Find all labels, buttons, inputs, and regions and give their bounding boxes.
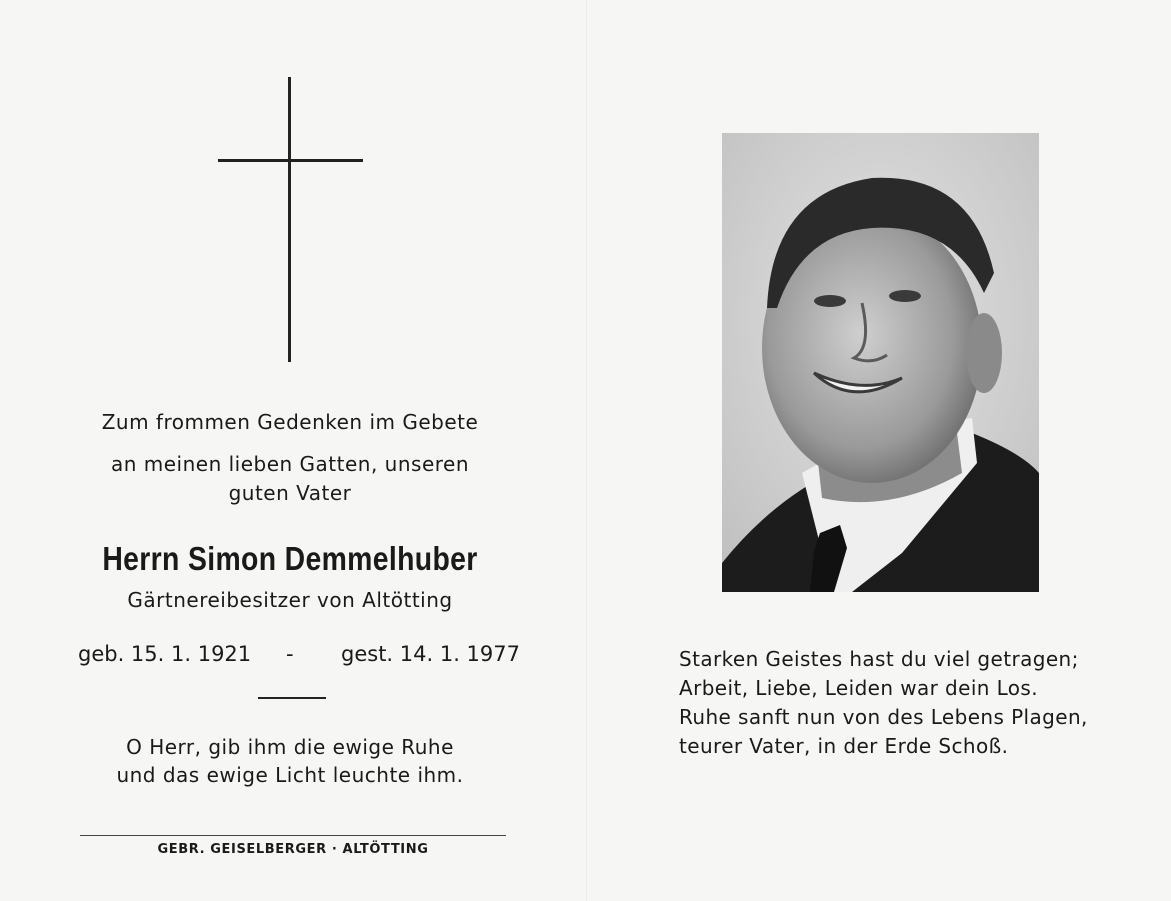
date-separator: - — [286, 642, 294, 666]
poem-line-3: Ruhe sanft nun von des Lebens Plagen, — [679, 705, 1088, 729]
prayer-line-1: O Herr, gib ihm die ewige Ruhe — [126, 735, 454, 759]
poem-line-4: teurer Vater, in der Erde Schoß. — [679, 734, 1009, 758]
portrait-image — [722, 133, 1039, 592]
deceased-name: Herrn Simon Demmelhuber — [102, 540, 478, 577]
divider — [258, 697, 326, 699]
intro-line-2: an meinen lieben Gatten, unseren — [110, 452, 470, 476]
intro-line-1: Zum frommen Gedenken im Gebete — [101, 410, 479, 434]
footer-divider — [80, 835, 506, 836]
prayer-line-2: und das ewige Licht leuchte ihm. — [116, 763, 464, 787]
death-date: gest. 14. 1. 1977 — [341, 642, 521, 666]
poem-line-1: Starken Geistes hast du viel getragen; — [679, 647, 1079, 671]
intro-line-3: guten Vater — [228, 481, 352, 505]
cross-icon-bar — [218, 159, 363, 162]
portrait-photo — [722, 133, 1039, 592]
cross-icon — [288, 77, 291, 362]
occupation: Gärtnereibesitzer von Altötting — [127, 588, 453, 612]
printer-imprint: GEBR. GEISELBERGER · ALTÖTTING — [157, 842, 429, 857]
birth-date: geb. 15. 1. 1921 — [78, 642, 252, 666]
right-panel — [588, 0, 1171, 901]
poem-line-2: Arbeit, Liebe, Leiden war dein Los. — [679, 676, 1039, 700]
